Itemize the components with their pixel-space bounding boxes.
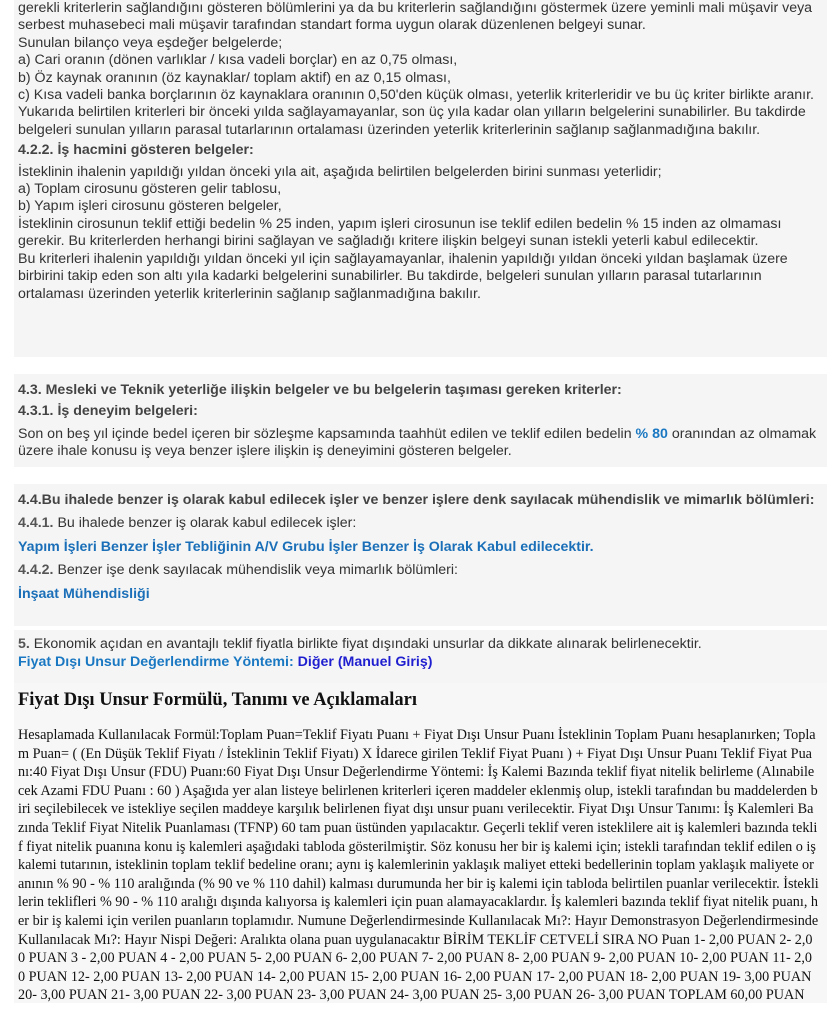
section-4-2-2-line-3: b) Yapım işleri cirosunu gösteren belgeler, bbox=[18, 198, 282, 215]
section-5-text bbox=[18, 636, 827, 653]
section-4-4-title: 4.4.Bu ihalede benzer iş olarak kabul edilecek işler ve benzer işlere denk sayılacak mühendislik ve mimarlık bölümleri: bbox=[18, 492, 815, 508]
intro-paragraph-3: Yukarıda belirtilen kriterleri bir önceki yılda sağlayamayanlar, son üç yıla kadar olan yılların belgelerini sunabilirler. Bu takdirde belgeleri sunulan yılların parasal tutarlarının ortalaması üzerinden yeterlik kriterlerinin sağlanıp sağlanmadığına bakılır. bbox=[18, 104, 806, 138]
intro-item-a: a) Cari oranın (dönen varlıklar / kısa vadeli borçlar) en az 0,75 olması, bbox=[18, 52, 458, 69]
experience-text-after: oranından az olmamak üzere ihale konusu iş veya benzer işlere ilişkin iş deneyimini gösteren belgeler. bbox=[18, 425, 817, 460]
section-4-2-2-line-4: İsteklinin cirosunun teklif ettiği bedelin % 25 inden, yapım işleri cirosunun ise teklif edilen bedelin % 15 inden az olmaması gerekir. Bu kriterlerden herhangi birini sağlayan ve sağladığı kritere ilişkin belgeyi sunan istekli yeterli kabul edilecektir. bbox=[18, 215, 782, 250]
section-4-4-2 bbox=[18, 562, 827, 579]
formula-body: Hesaplamada Kullanılacak Formül:Toplam Puan=Teklif Fiyatı Puanı + Fiyat Dışı Unsur Puanı İsteklinin Toplam Puanı hesaplanırken; Toplam Puan= ( (En Düşük Teklif Fiyatı / İsteklinin Teklif Fiyatı) X İdarece girilen Teklif Fiyat Puanı ) + Fiyat Dışı Unsur Puanı Teklif Fiyat Puanı:40 Fiyat Dışı Unsur (FDU) Puanı:60 Fiyat Dışı Unsur Değerlendirme Yöntemi: İş Kalemi Bazında teklif fiyat nitelik belirleme (Alınabilecek Azami FDU Puanı : 60 ) Aşağıda yer alan listeye belirlenen kriterleri içeren maddeler eklenmiş olup, istekli tarafından bu maddelerden biri seçilebilecek ve istekliye seçilen maddeye karşılık belirlenen fiyat dışı unsur puanı verilecektir. Fiyat Dışı Unsur Tanımı: İş Kalemleri Bazında Teklif Fiyat Nitelik Puanlaması (TFNP) 60 tam puan üstünden yapılacaktır. Geçerli teklif veren isteklilere ait iş kalemleri bazında teklif fiyat nitelik puanına konu iş kalemleri aşağıdaki tabloda gösterilmiştir. Söz konusu her bir iş kalemi için; istekli tarafından teklif edilen o iş kalemi tutarının, isteklinin toplam teklif bedeline oranı; aynı iş kalemlerinin yaklaşık maliyet etteki bedellerinin toplam yaklaşık maliyete oranının % 90 - % 110 aralığında (% 90 ve % 110 dahil) kalması durumunda her bir iş kalemi için tabloda belirtilen puanlar verilecektir. İsteklilerin teklifleri % 90 - % 110 aralığı dışında kalıyorsa iş kalemleri için puan alamayacaklardır. İş kalemleri bazında teklif fiyat nitelik puanı, her bir iş kalemi için verilen puanların toplamıdır. Numune Değerlendirmesinde Kullanılacak Mı?: Hayır Demonstrasyon Değerlendirmesinde Kullanılacak Mı?: Hayır Nispi Değeri: Aralıkta olana puan uygulanacaktır BİRİM TEKLİF CETVELİ SIRA NO Puan 1- 2,00 PUAN 2- 2,00 PUAN 3 - 2,00 PUAN 4 - 2,00 PUAN 5- 2,00 PUAN 6- 2,00 PUAN 7- 2,00 PUAN 8- 2,00 PUAN 9- 2,00 PUAN 10- 2,00 PUAN 11- 2,00 PUAN 12- 2,00 PUAN 13- 2,00 PUAN 14- 2,00 PUAN 15- 2,00 PUAN 16- 2,00 PUAN 17- 2,00 PUAN 18- 2,00 PUAN 19- 3,00 PUAN 20- 3,00 PUAN 21- 3,00 PUAN 22- 3,00 PUAN 23- 3,00 PUAN 24- 3,00 PUAN 25- 3,00 PUAN 26- 3,00 PUAN TOPLAM 60,00 PUAN bbox=[18, 727, 819, 1004]
section-4-3-1-text bbox=[18, 426, 827, 461]
formula-title: Fiyat Dışı Unsur Formülü, Tanımı ve Açıklamaları bbox=[18, 690, 417, 710]
section-4-2-2-line-1: İsteklinin ihalenin yapıldığı yıldan önceki yıla ait, aşağıda belirtilen belgelerden birini sunması yeterlidir; bbox=[18, 163, 662, 180]
intro-item-c: c) Kısa vadeli banka borçlarının öz kaynaklara oranının 0,50'den küçük olması, yeterlik kriterleridir ve bu üç kriter birlikte aranır. bbox=[18, 87, 814, 104]
evaluation-method bbox=[18, 654, 827, 671]
section-4-4-1-text: Bu ihalede benzer iş olarak kabul edilecek işler: bbox=[53, 515, 357, 532]
engineering-department-value: İnşaat Mühendisliği bbox=[18, 585, 150, 602]
section-4-2-2-line-2: a) Toplam cirosunu gösteren gelir tablosu, bbox=[18, 181, 282, 198]
section-4-4-2-number: 4.4.2. bbox=[18, 562, 54, 579]
section-5-body: Ekonomik açıdan en avantajlı teklif fiyatla birlikte fiyat dışındaki unsurlar da dikkate alınarak belirlenecektir. bbox=[29, 636, 702, 652]
intro-paragraph-1: gerekli kriterlerin sağlandığını gösteren bölümlerini ya da bu kriterlerin sağlandığını göstermek üzere yeminli mali müşavir veya serbest muhasebeci mali müşavir tarafından standart forma uygun olarak düzenlenen belgeyi sunar. bbox=[18, 0, 813, 34]
similar-works-section bbox=[14, 484, 827, 626]
intro-paragraph-2: Sunulan bilanço veya eşdeğer belgelerde; bbox=[18, 34, 283, 51]
section-4-4-1 bbox=[18, 515, 827, 532]
economic-advantage-section bbox=[14, 630, 827, 683]
experience-text-before: Son on beş yıl içinde bedel içeren bir sözleşme kapsamında taahhüt edilen ve teklif edilen bedelin bbox=[18, 425, 636, 442]
formula-section bbox=[14, 683, 827, 1003]
evaluation-method-value: Diğer (Manuel Giriş) bbox=[293, 654, 433, 671]
section-4-2-2-line-5: Bu kriterleri ihalenin yapıldığı yıldan önceki yıl için sağlayamayanlar, ihalenin yapıldığı yıldan önceki yıldan başlamak üzere birbirini takip eden son altı yıla kadarki belgelerini sunabilirler. Bu takdirde, belgeleri sunulan yılların parasal tutarlarının ortalaması üzerinden yeterlik kriterlerinin sağlanıp sağlanmadığına bakılır. bbox=[18, 250, 788, 302]
similar-works-value: Yapım İşleri Benzer İşler Tebliğinin A/V Grubu İşler Benzer İş Olarak Kabul edilecektir. bbox=[18, 538, 594, 555]
section-4-2-2-title: 4.2.2. İş hacmini gösteren belgeler: bbox=[18, 142, 254, 159]
technical-qualification-section bbox=[14, 374, 827, 467]
evaluation-method-label: Fiyat Dışı Unsur Değerlendirme Yöntemi: bbox=[18, 654, 294, 671]
section-5-number: 5. bbox=[18, 636, 30, 652]
section-4-3-1-title: 4.3.1. İş deneyim belgeleri: bbox=[18, 403, 198, 420]
financial-criteria-section bbox=[14, 0, 827, 357]
section-4-4-1-number: 4.4.1. bbox=[18, 515, 54, 532]
section-4-3-title: 4.3. Mesleki ve Teknik yeterliğe ilişkin belgeler ve bu belgelerin taşıması gereken kriterler: bbox=[18, 382, 622, 398]
intro-item-b: b) Öz kaynak oranının (öz kaynaklar/ toplam aktif) en az 0,15 olması, bbox=[18, 69, 451, 86]
section-4-4-2-text: Benzer işe denk sayılacak mühendislik veya mimarlık bölümleri: bbox=[53, 562, 459, 579]
experience-percent: % 80 bbox=[635, 425, 668, 442]
